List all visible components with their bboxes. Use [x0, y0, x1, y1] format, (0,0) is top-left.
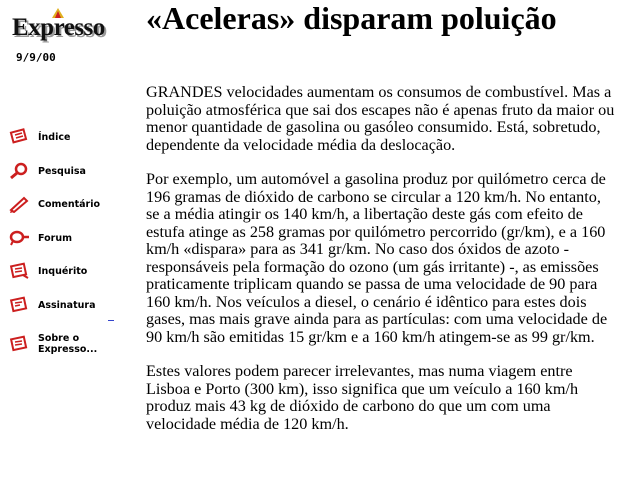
subscription-icon — [8, 296, 30, 314]
forum-icon — [8, 229, 30, 247]
nav-label: Forum — [38, 232, 72, 244]
nav-label: Pesquisa — [38, 165, 86, 177]
survey-icon — [8, 262, 30, 280]
nav-item-pesquisa[interactable] — [8, 160, 86, 182]
tiny-link[interactable] — [108, 320, 114, 321]
nav-label: Inquérito — [38, 265, 88, 277]
logo-text: Expresso — [12, 14, 105, 41]
nav-item-assinatura[interactable] — [8, 294, 96, 316]
article-paragraph: Por exemplo, um automóvel a gasolina produz por quilómetro cerca de 196 gramas de dióxido de carbono se circular a 120 km/h. No entanto, se a média atingir os 140 km/h, a libertação deste gás com efeito de estufa atinge as 258 gramas por quilómetro percorrido (gr/km), e a 160 km/h «dispara» para as 341 gr/km. No caso dos óxidos de azoto - responsáveis pela formação do ozono (um gás irritante) -, as emissões praticamente triplicam quando se passa de uma velocidade de 90 para 160 km/h. Nos veículos a diesel, o cenário é idêntico para estes dois gases, mas mais grave ainda para as partículas: com uma velocidade de 90 km/h são emitidas 15 gr/km e a 160 km/h atingem-se as 99 gr/km. — [146, 170, 608, 346]
nav-item-sobre[interactable] — [8, 330, 97, 358]
article-paragraph: Estes valores podem parecer irrelevantes, mas numa viagem entre Lisboa e Porto (300 km), isso significa que um veículo a 160 km/h produz mais 43 kg de dióxido de carbono do que um com uma velocidade média de 120 km/h. — [146, 362, 579, 433]
nav-label: Índice — [38, 131, 71, 143]
nav-item-comentario[interactable] — [8, 193, 100, 215]
comment-icon — [8, 195, 30, 213]
expresso-logo[interactable] — [12, 6, 132, 46]
nav-label: Assinatura — [38, 299, 96, 311]
index-icon — [8, 128, 30, 146]
nav-label: Comentário — [38, 198, 101, 210]
article-headline: «Aceleras» disparam poluição — [146, 0, 557, 36]
edition-date: 9/9/00 — [16, 51, 56, 64]
nav-item-forum[interactable] — [8, 227, 72, 249]
nav-label: Sobre o Expresso... — [38, 333, 98, 355]
about-icon — [8, 335, 30, 353]
article-paragraph: GRANDES velocidades aumentam os consumos de combustível. Mas a poluição atmosférica que sai dos escapes não é apenas fruto da maior ou menor quantidade de gasolina ou gasóleo consumido. Está, sobretudo, dependente da velocidade média da deslocação. — [146, 83, 615, 154]
article-body — [146, 84, 616, 450]
nav-item-inquerito[interactable] — [8, 260, 87, 282]
nav-item-indice[interactable] — [8, 126, 70, 148]
search-icon — [8, 162, 30, 180]
